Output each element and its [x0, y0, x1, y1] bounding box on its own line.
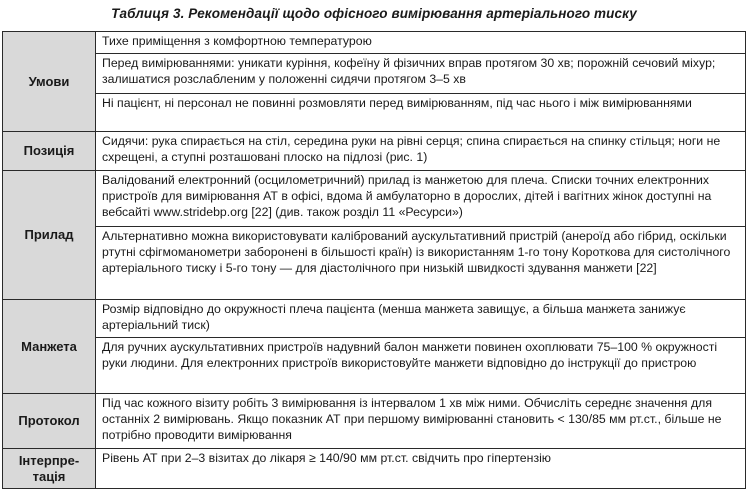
table-row: [3, 227, 746, 300]
device-item-1: Валідований електронний (осцилометричний) прилад із манжетою для плеча. Списки точних електронних пристроїв для вимірювання АТ в офісі, вдома й амбулаторно в дорослих, дітей і вагітних жінок доступні на вебсайті www.stridebp.org [22] (див. також розділ 11 «Ресурси»): [96, 171, 746, 227]
device-item-2: Альтернативно можна використовувати калібрований аускультативний пристрій (анероїд або гібрид, оскільки ртутні сфігмоманометри заборонені в більшості країн) із використанням 1-го тону Короткова для систолічного артеріального тиску і 5-го тону — для діастолічного при низькій швидкості здування манжети [22]: [96, 227, 746, 300]
conditions-item-2: Перед вимірюваннями: уникати куріння, кофеїну й фізичних вправ протягом 30 хв; порожній сечовий міхур; залишатися розслабленим у положенні сидячи протягом 3–5 хв: [96, 54, 746, 94]
category-device: Прилад: [3, 171, 96, 300]
table-row: [3, 449, 746, 489]
recommendations-table: [2, 31, 746, 489]
protocol-item-1: Під час кожного візиту робіть 3 вимірювання із інтервалом 1 хв між ними. Обчисліть середнє значення для останніх 2 вимірювань. Якщо показник АТ при першому вимірюванні становить < 130/85 мм рт.ст., більше не потрібно проводити вимірювання: [96, 394, 746, 449]
table-row: [3, 300, 746, 338]
table-row: [3, 94, 746, 132]
category-position: Позиція: [3, 132, 96, 171]
table-row: [3, 394, 746, 449]
category-conditions: Умови: [3, 32, 96, 132]
position-item-1: Сидячи: рука спирається на стіл, середина руки на рівні серця; спина спирається на спинку стільця; ноги не схрещені, а ступні розташовані плоско на підлозі (рис. 1): [96, 132, 746, 171]
category-interpretation: Інтерпретація: [3, 449, 96, 489]
table-row: [3, 32, 746, 54]
cuff-item-2: Для ручних аускультативних пристроїв надувний балон манжети повинен охоплювати 75–100 % окружності руки людини. Для електронних пристроїв використовуйте манжети відповідно до інструкції до пристрою: [96, 338, 746, 394]
category-protocol: Протокол: [3, 394, 96, 449]
conditions-item-1: Тихе приміщення з комфортною температурою: [96, 32, 746, 54]
table-row: [3, 171, 746, 227]
cuff-item-1: Розмір відповідно до окружності плеча пацієнта (менша манжета завищує, а більша манжета занижує артеріальний тиск): [96, 300, 746, 338]
table-row: [3, 54, 746, 94]
category-cuff: Манжета: [3, 300, 96, 394]
interpretation-item-1: Рівень АТ при 2–3 візитах до лікаря ≥ 140/90 мм рт.ст. свідчить про гіпертензію: [96, 449, 746, 489]
table-row: [3, 338, 746, 394]
table-row: [3, 132, 746, 171]
table-caption: Таблиця 3. Рекомендації щодо офісного вимірювання артеріального тиску: [111, 6, 637, 21]
conditions-item-3: Ні пацієнт, ні персонал не повинні розмовляти перед вимірюванням, під час нього і між вимірюваннями: [96, 94, 746, 132]
